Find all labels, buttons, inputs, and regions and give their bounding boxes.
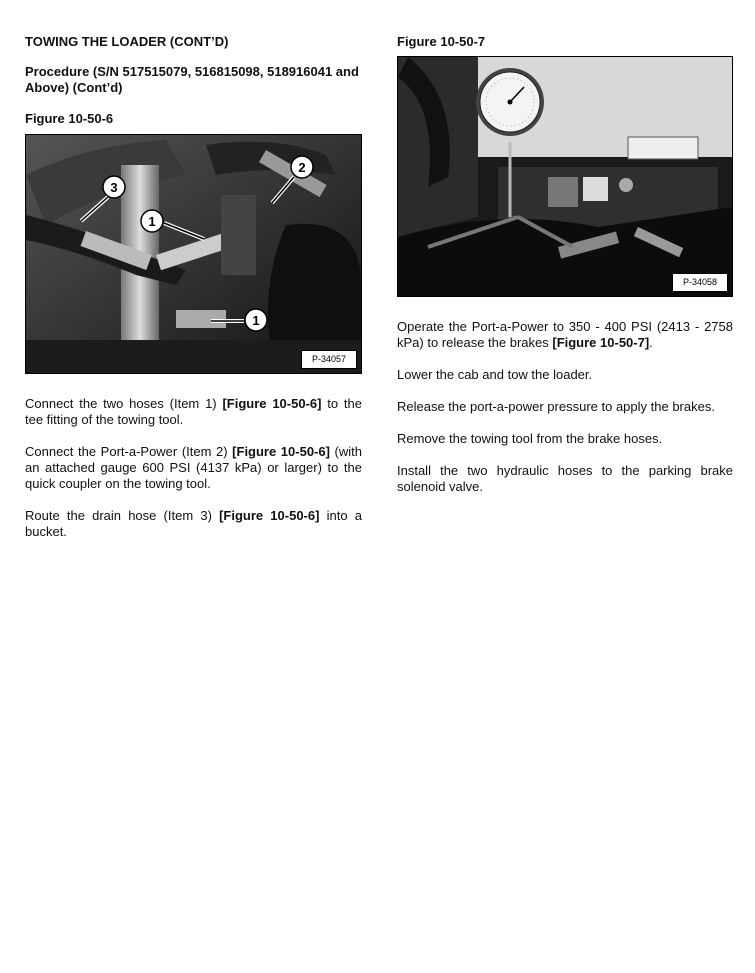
paragraph-remove-towing-tool: Remove the towing tool from the brake hoses. bbox=[397, 431, 663, 446]
hydraulic-hoses-photo bbox=[26, 135, 361, 373]
figure-10-50-6-photo bbox=[25, 134, 362, 374]
figure-10-50-6-label: Figure 10-50-6 bbox=[25, 111, 114, 126]
figure-ref: P-34057 bbox=[301, 350, 357, 369]
svg-text:2: 2 bbox=[298, 160, 306, 175]
paragraph-install-hoses: Install the two hydraulic hoses to the parking brake solenoid valve. bbox=[397, 463, 733, 494]
svg-text:1: 1 bbox=[252, 313, 260, 328]
paragraph-lower-cab: Lower the cab and tow the loader. bbox=[397, 367, 593, 382]
paragraph-operate-port-a-power: Operate the Port-a-Power to 350 - 400 PSI (2413 - 2758 kPa) to release the brakes [Figure 10-50-7]. bbox=[397, 319, 733, 350]
paragraph-release-pressure: Release the port-a-power pressure to apply the brakes. bbox=[397, 399, 715, 414]
figure-ref: P-34058 bbox=[672, 273, 728, 292]
pressure-gauge-photo bbox=[398, 57, 732, 296]
section-title: TOWING THE LOADER (CONT’D) bbox=[25, 34, 229, 49]
figure-10-50-7-photo bbox=[397, 56, 733, 297]
paragraph-connect-hoses: Connect the two hoses (Item 1) [Figure 10-50-6] to the tee fitting of the towing tool. bbox=[25, 396, 362, 427]
pressure-gauge-icon bbox=[476, 68, 544, 136]
paragraph-connect-port-a-power: Connect the Port-a-Power (Item 2) [Figure 10-50-6] (with an attached gauge 600 PSI (4137 kPa) or larger) to the quick coupler on the towing tool. bbox=[25, 444, 362, 491]
paragraph-route-drain-hose: Route the drain hose (Item 3) [Figure 10-50-6] into a bucket. bbox=[25, 508, 362, 539]
svg-text:1: 1 bbox=[148, 214, 156, 229]
procedure-title: Procedure (S/N 517515079, 516815098, 518916041 and Above) (Cont’d) bbox=[25, 64, 359, 95]
svg-text:3: 3 bbox=[110, 180, 118, 195]
figure-10-50-7-label: Figure 10-50-7 bbox=[397, 34, 486, 49]
